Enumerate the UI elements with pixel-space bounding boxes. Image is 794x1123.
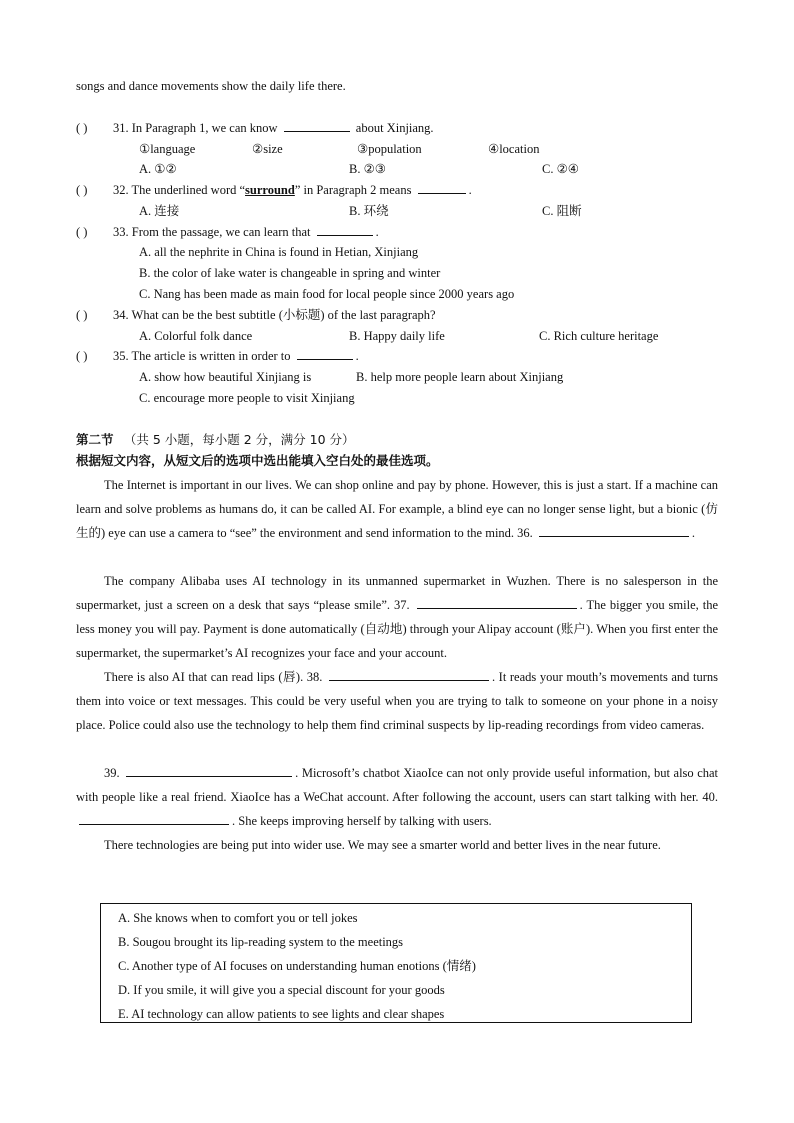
q32-choice-b[interactable]: B. 环绕	[349, 204, 389, 218]
q31-choice-c[interactable]: C. ②④	[542, 162, 579, 176]
blank-36-number: 36.	[517, 526, 533, 540]
q32-choice-c[interactable]: C. 阻断	[542, 204, 582, 218]
blank-39-number: 39.	[104, 766, 120, 780]
q34-choice-b[interactable]: B. Happy daily life	[349, 329, 445, 343]
answer-paren-33[interactable]: ( )	[76, 225, 88, 239]
passage-paragraph-3	[76, 665, 718, 737]
blank-37[interactable]	[417, 597, 577, 609]
paragraph-3-text-b: . It reads your mouth’s movements and turns them into voice or text messages. This could be very useful when you are trying to talk to someone on your phone in a noisy place. Police could also use the technology to help them find criminal suspects by lip-reading recordings from video cameras.	[76, 670, 718, 732]
blank-35[interactable]	[297, 348, 353, 360]
blank-40[interactable]	[79, 813, 229, 825]
question-33-tail: .	[375, 225, 379, 239]
blank-39[interactable]	[126, 765, 292, 777]
box-option-e[interactable]: E. AI technology can allow patients to see lights and clear shapes	[118, 1007, 445, 1021]
passage-paragraph-4	[76, 761, 718, 833]
question-32-tail: .	[468, 183, 472, 197]
box-option-b[interactable]: B. Sougou brought its lip-reading system to the meetings	[118, 935, 404, 949]
paragraph-4-text-b: . She keeps improving herself by talking with users.	[232, 814, 492, 828]
question-31-stem: 31. In Paragraph 1, we can know	[113, 121, 278, 135]
box-option-c[interactable]: C. Another type of AI focuses on understanding human enotions (情绪)	[118, 959, 476, 973]
question-32	[113, 182, 472, 198]
blank-36[interactable]	[539, 525, 689, 537]
blank-32[interactable]	[418, 182, 466, 194]
answer-paren-32[interactable]: ( )	[76, 183, 88, 197]
q33-option-b[interactable]: B. the color of lake water is changeable in spring and winter	[139, 266, 441, 280]
answer-paren-34[interactable]: ( )	[76, 308, 88, 322]
top-line: songs and dance movements show the daily life there.	[76, 79, 346, 93]
answer-paren-35[interactable]: ( )	[76, 349, 88, 363]
passage-paragraph-1	[76, 473, 718, 545]
section-note: （共 5 小题，每小题 2 分，满分 10 分）	[123, 432, 355, 447]
section-heading	[76, 432, 355, 448]
question-33	[113, 224, 379, 240]
q33-option-a[interactable]: A. all the nephrite in China is found in Hetian, Xinjiang	[139, 245, 419, 259]
paragraph-1-end: .	[691, 526, 696, 540]
paragraph-5-text: There technologies are being put into wider use. We may see a smarter world and better lives in the near future.	[104, 838, 661, 852]
blank-33[interactable]	[317, 224, 373, 236]
q31-item-3: ③population	[357, 142, 422, 156]
paragraph-2-text-b: . The bigger you smile, the less money you will pay. Payment is done automatically (自动地) through your Alipay account (账户). When you first enter the supermarket, the supermarket’s AI recognizes your face and your account.	[76, 598, 719, 660]
question-31	[113, 120, 434, 136]
blank-31[interactable]	[284, 120, 350, 132]
q35-choice-c[interactable]: C. encourage more people to visit Xinjiang	[139, 391, 355, 405]
q31-choice-a[interactable]: A. ①②	[139, 162, 177, 176]
passage-paragraph-2	[76, 569, 718, 665]
box-option-a[interactable]: A. She knows when to comfort you or tell jokes	[118, 911, 358, 925]
question-32-stem-end: ” in Paragraph 2 means	[294, 183, 412, 197]
q31-choice-b[interactable]: B. ②③	[349, 162, 386, 176]
question-32-stem: 32. The underlined word “	[113, 183, 246, 197]
paragraph-2-text-a: The company Alibaba uses AI technology in its unmanned supermarket in Wuzhen. There is no salesperson in the supermarket, just a screen on a desk that says “please smile”. 37.	[76, 574, 718, 612]
paragraph-1-text: The Internet is important in our lives. We can shop online and pay by phone. However, this is just a start. If a machine can learn and solve problems as humans do, it can be called AI. For example, a blind eye can no longer sense light, but a bionic (仿生的) eye can use a camera to “see” the environment and send information to the mind.	[76, 478, 718, 540]
box-option-d[interactable]: D. If you smile, it will give you a special discount for your goods	[118, 983, 445, 997]
question-33-stem: 33. From the passage, we can learn that	[113, 225, 311, 239]
q32-choice-a[interactable]: A. 连接	[139, 204, 180, 218]
underlined-word: surround	[245, 183, 295, 197]
options-box	[100, 903, 692, 1023]
question-35-tail: .	[355, 349, 359, 363]
q31-item-4: ④location	[488, 142, 540, 156]
question-35	[113, 348, 359, 364]
section-title: 第二节	[76, 432, 114, 447]
q34-choice-c[interactable]: C. Rich culture heritage	[539, 329, 659, 343]
paragraph-3-text-a: There is also AI that can read lips (唇). 38.	[104, 670, 323, 684]
q35-choice-b[interactable]: B. help more people learn about Xinjiang	[356, 370, 564, 384]
passage-paragraph-5	[76, 833, 718, 857]
q31-item-2: ②size	[252, 142, 283, 156]
section-instruction: 根据短文内容，从短文后的选项中选出能填入空白处的最佳选项。	[76, 453, 439, 468]
q34-choice-a[interactable]: A. Colorful folk dance	[139, 329, 253, 343]
q31-item-1: ①language	[139, 142, 196, 156]
q33-option-c[interactable]: C. Nang has been made as main food for local people since 2000 years ago	[139, 287, 515, 301]
q35-choice-a[interactable]: A. show how beautiful Xinjiang is	[139, 370, 312, 384]
answer-paren-31[interactable]: ( )	[76, 121, 88, 135]
question-35-stem: 35. The article is written in order to	[113, 349, 291, 363]
blank-38[interactable]	[329, 669, 489, 681]
question-31-stem-end: about Xinjiang.	[355, 121, 434, 135]
question-34: 34. What can be the best subtitle (小标题) of the last paragraph?	[113, 308, 436, 322]
paragraph-4-text-a: . Microsoft’s chatbot XiaoIce can not only provide useful information, but also chat with people like a real friend. XiaoIce has a WeChat account. After following the account, users can start talking with her. 40.	[76, 766, 719, 804]
